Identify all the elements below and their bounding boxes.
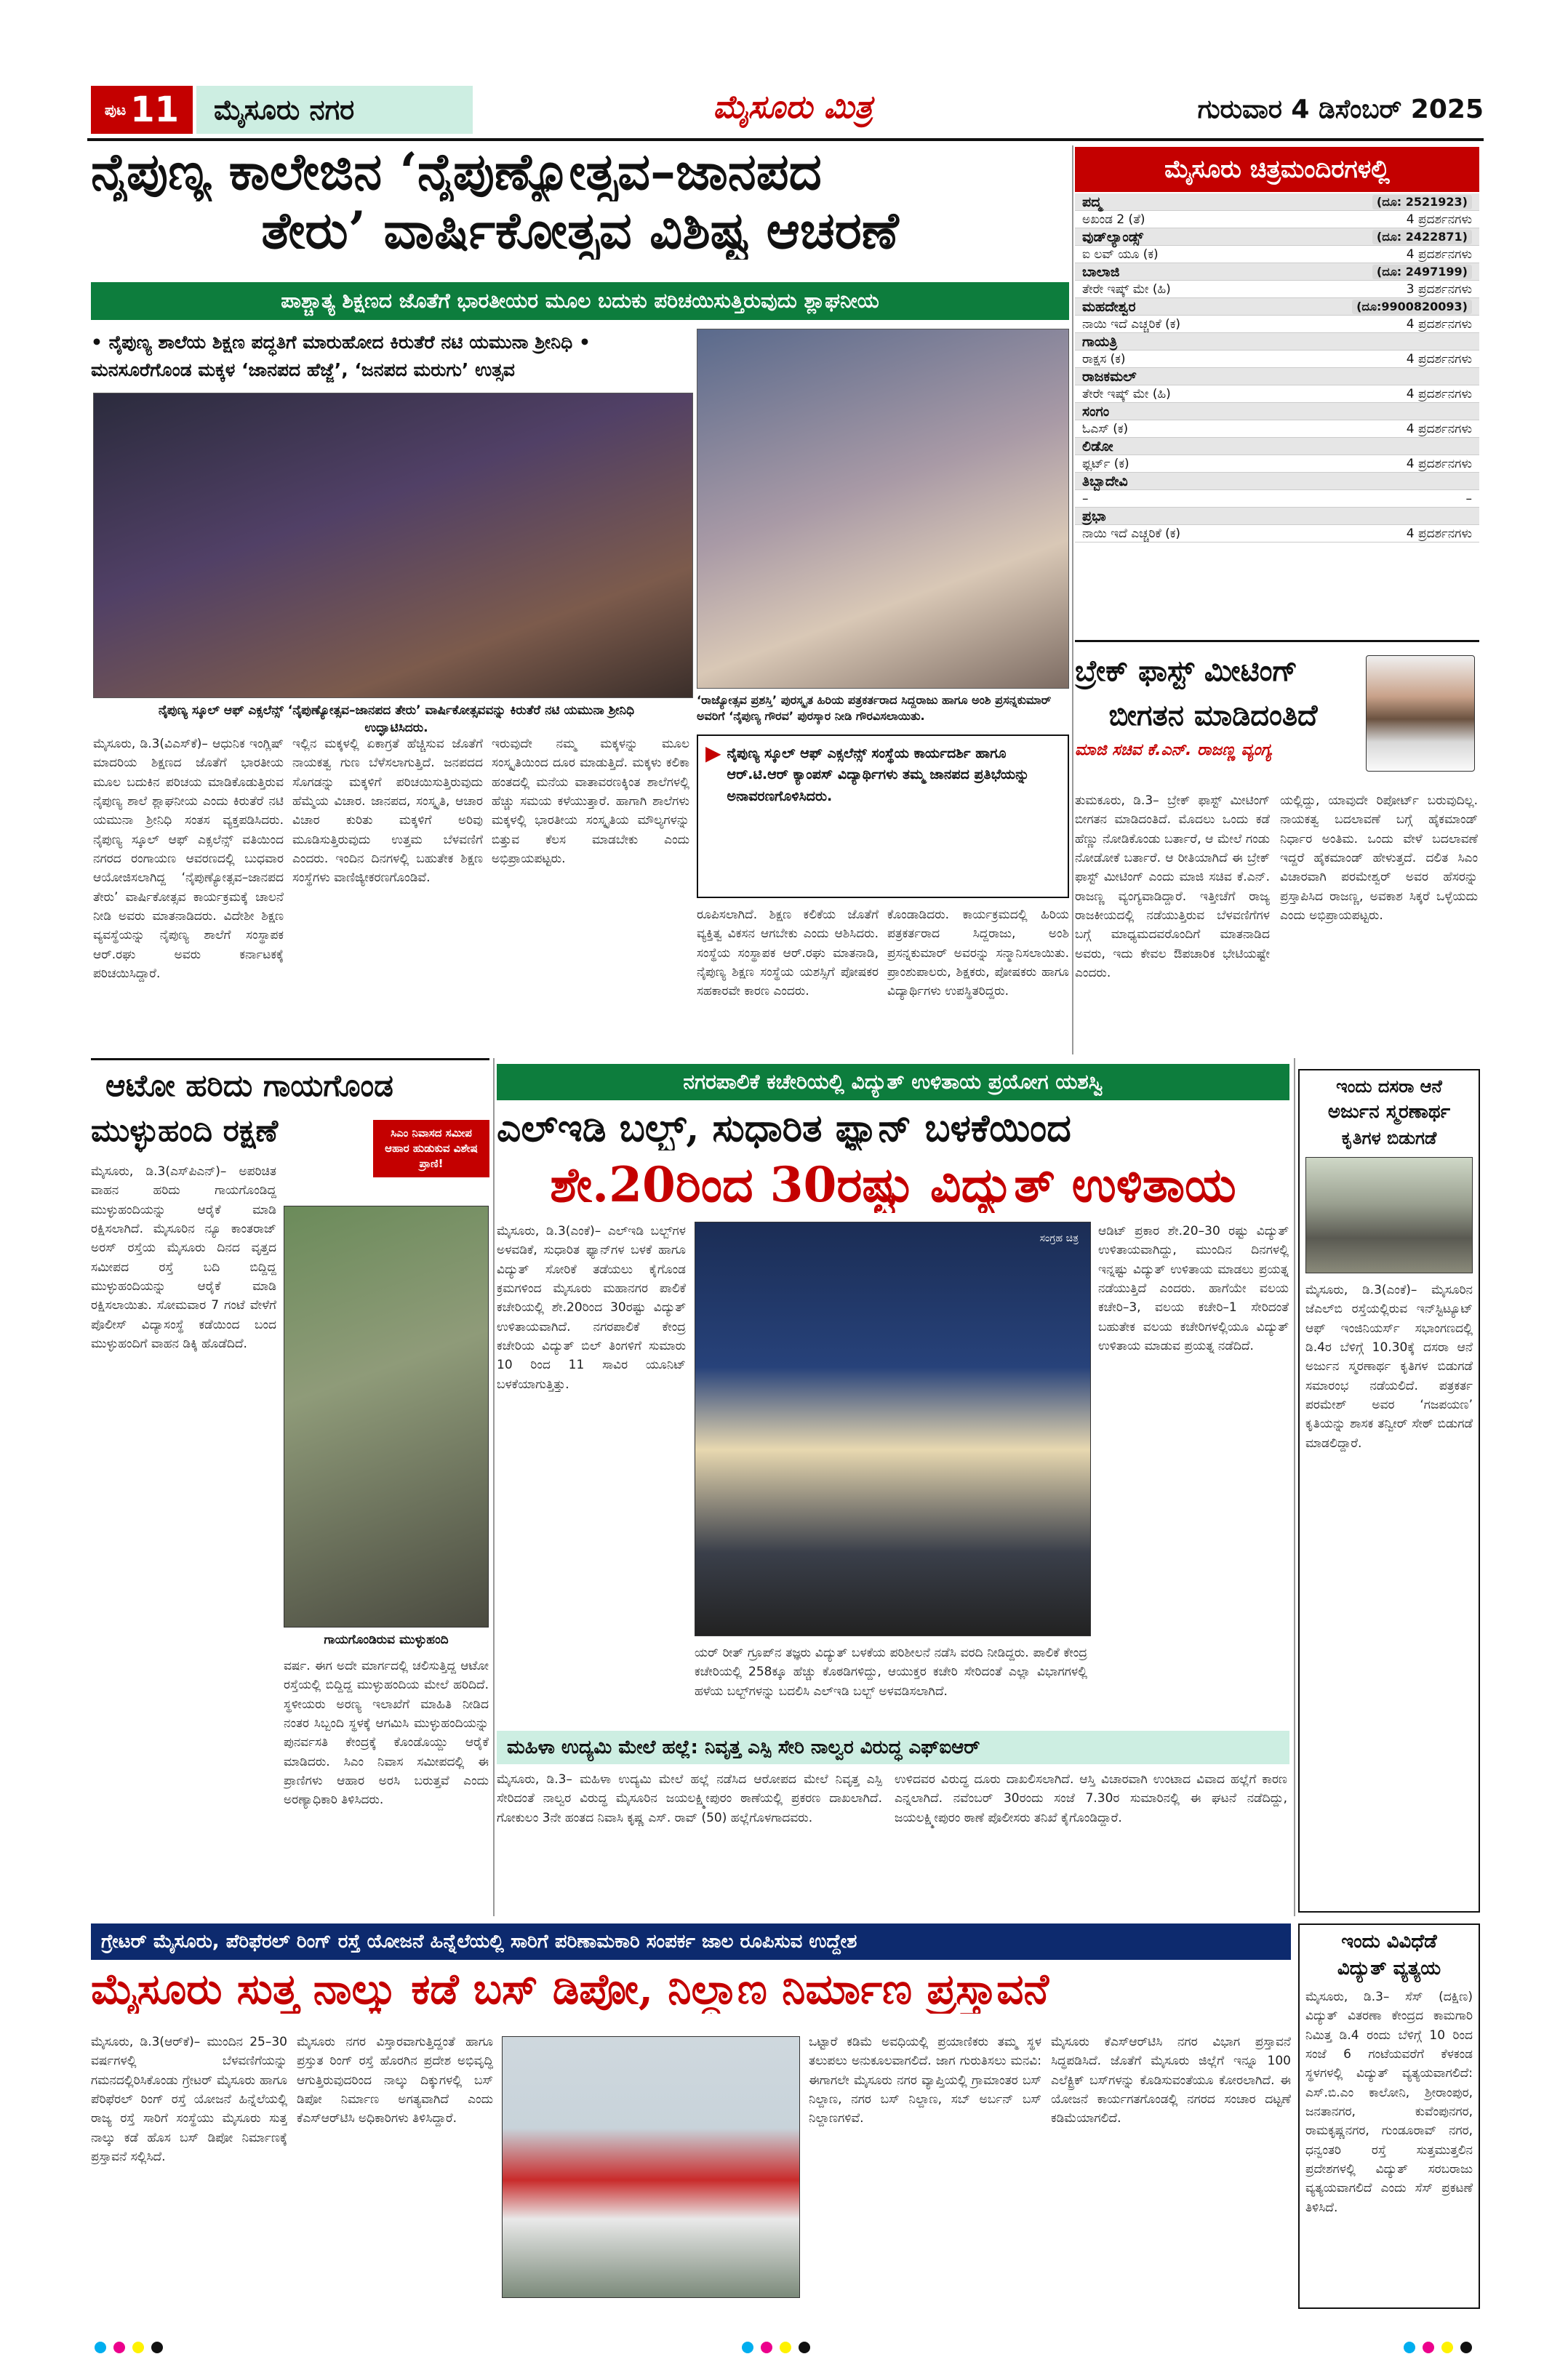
theater-phone: (ದೂ: 2521923) [1372,195,1472,209]
film-title: ತೇರೇ ಇಷ್ಕ್ ಮೇ (ಹಿ) [1082,281,1171,297]
elephant-headline-line1: ಇಂದು ದಸರಾ ಆನೆ [1336,1076,1442,1097]
column-rule [1072,145,1073,1054]
registration-marks-right [1404,2342,1472,2353]
show-count: 4 ಪ್ರದರ್ಶನಗಳು [1406,247,1472,262]
theater-name-row [1075,473,1479,490]
protest-col1: ಮೈಸೂರು, ಡಿ.3– ಮಹಿಳಾ ಉದ್ಯಮಿ ಮೇಲೆ ಹಲ್ಲೆ ನಡೆಸಿದ ಆರೋಪದ ಮೇಲೆ ನಿವೃತ್ತ ಎಸ್ಪಿ ಸೇರಿದಂತೆ ನಾಲ್ವರ ವಿರುದ್ಧ ಮೈಸೂರಿನ ಜಯಲಕ್ಷ್ಮೀಪುರಂ ಠಾಣೆಯಲ್ಲಿ ಪ್ರಕರಣ ದಾಖಲಾಗಿದೆ. ಗೋಕುಲಂ 3ನೇ ಹಂತದ ನಿವಾಸಿ ಕೃಷ್ಣ ಎಸ್. ರಾವ್ (50) ಹಲ್ಲೆಗೊಳಗಾದವರು. [497,1772,882,1825]
show-count: 4 ಪ್ರದರ್ಶನಗಳು [1406,212,1472,227]
theater-name: ಸಂಗಂ [1082,403,1110,420]
theater-listing [1075,193,1479,543]
satire-col2: ಯಲ್ಲಿದ್ದು, ಯಾವುದೇ ರಿಪೋರ್ಟ್ ಬರುವುದಿಲ್ಲ. ನಾಯಕತ್ವ ಬದಲಾವಣೆ ಬಗ್ಗೆ ಹೈಕಮಾಂಡ್ ನಿರ್ಧಾರ ಅಂತಿಮ. ಒಂದು ವೇಳೆ ಬದಲಾವಣೆ ಇದ್ದರೆ ಹೈಕಮಾಂಡ್ ಹೇಳುತ್ತದೆ. ದಲಿತ ಸಿಎಂ ವಿಚಾರವಾಗಿ ಪರಮೇಶ್ವರ್ ಅವರ ಹೆಸರನ್ನು ಪ್ರಸ್ತಾಪಿಸಿದ ರಾಜಣ್ಣ, ಅವಕಾಶ ಸಿಕ್ಕರೆ ಒಳ್ಳೆಯದು ಎಂದು ಅಭಿಪ್ರಾಯಪಟ್ಟರು. [1280,793,1478,924]
theater-show-row [1075,420,1479,438]
theater-name: ಮಹದೇಶ್ವರ [1082,298,1136,315]
satire-byline: ಮಾಜಿ ಸಚಿವ ಕೆ.ಎನ್. ರಾಜಣ್ಣ ವ್ಯಂಗ್ಯ [1075,741,1272,759]
theater-name: ಪ್ರಭಾ [1082,508,1106,524]
show-count: 3 ಪ್ರದರ್ಶನಗಳು [1406,281,1472,297]
theater-name-row [1075,333,1479,351]
elephant-photo [1305,1157,1473,1273]
story1-headline [91,143,1069,260]
theater-show-row [1075,351,1479,368]
theater-name: ಬಾಲಾಜಿ [1082,263,1120,280]
theater-name-row [1075,298,1479,316]
satire-box [1075,640,1479,1051]
theater-phone: (ದೂ:9900820093) [1352,300,1472,314]
auto-col2: ವರ್ಷ. ಈಗ ಅದೇ ಮಾರ್ಗದಲ್ಲಿ ಚಲಿಸುತ್ತಿದ್ದ ಆಟೋ ರಸ್ತೆಯಲ್ಲಿ ಬಿದ್ದಿದ್ದ ಮುಳ್ಳುಹಂದಿಯ ಮೇಲೆ ಹರಿದಿದೆ. ಸ್ಥಳೀಯರು ಅರಣ್ಯ ಇಲಾಖೆಗೆ ಮಾಹಿತಿ ನೀಡಿದ ನಂತರ ಸಿಬ್ಬಂದಿ ಸ್ಥಳಕ್ಕೆ ಆಗಮಿಸಿ ಮುಳ್ಳುಹಂದಿಯನ್ನು ಪುನರ್ವಸತಿ ಕೇಂದ್ರಕ್ಕೆ ಕೊಂಡೊಯ್ದು ಆರೈಕೆ ಮಾಡಿದರು. ಸಿಎಂ ನಿವಾಸ ಸಮೀಪದಲ್ಲಿ ಈ ಪ್ರಾಣಿಗಳು ಆಹಾರ ಅರಸಿ ಬರುತ್ತವೆ ಎಂದು ಅರಣ್ಯಾಧಿಕಾರಿ ತಿಳಿಸಿದರು. [284,1659,489,1808]
theater-show-row [1075,490,1479,508]
page-number-badge [91,86,193,134]
theater-name: ತಿಬ್ಬಾದೇವಿ [1082,473,1128,489]
film-title: ನಾಯಿ ಇದೆ ಎಚ್ಚರಿಕೆ (ಕ) [1082,526,1181,541]
film-title: ಓಎಸ್ (ಕ) [1082,421,1129,436]
story1-inset [697,734,1069,898]
story1-inset-text: ನೈಪುಣ್ಯ ಸ್ಕೂಲ್ ಆಫ್ ಎಕ್ಸಲೆನ್ಸ್ ಸಂಸ್ಥೆಯ ಕಾರ್ಯದರ್ಶಿ ಹಾಗೂ ಆರ್.ಟಿ.ಆರ್ ಕ್ಯಾಂಪಸ್ ವಿದ್ಯಾರ್ಥಿಗಳು ತಮ್ಮ ಜಾನಪದ ಪ್ರತಿಭೆಯನ್ನು ಅನಾವರಣಗೊಳಿಸಿದರು. [727,745,1030,804]
theater-name-row [1075,508,1479,525]
column-rule [493,1058,495,1916]
power-cut-headline-line1: ಇಂದು ವಿವಿಧೆಡೆ [1341,1931,1437,1953]
auto-col1: ಮೈಸೂರು, ಡಿ.3(ಎಸ್‌ಪಿಎನ್)– ಅಪರಿಚಿತ ವಾಹನ ಹರಿದು ಗಾಯಗೊಂಡಿದ್ದ ಮುಳ್ಳುಹಂದಿಯನ್ನು ಆರೈಕೆ ಮಾಡಿ ರಕ್ಷಿಸಲಾಗಿದೆ. ಮೈಸೂರಿನ ನ್ಯೂ ಕಾಂತರಾಜ್ ಅರಸ್ ರಸ್ತೆಯ ಮೈಸೂರು ದಿನದ ವೃತ್ತದ ಸಮೀಪದ ರಸ್ತೆ ಬದಿ ಬಿದ್ದಿದ್ದ ಮುಳ್ಳುಹಂದಿಯನ್ನು ಆರೈಕೆ ಮಾಡಿ ರಕ್ಷಿಸಲಾಯಿತು. ಸೋಮವಾರ 7 ಗಂಟೆ ವೇಳೆಗೆ ಪೊಲೀಸ್ ವಿದ್ಯಾಸಂಸ್ಥೆ ಕಡೆಯಿಂದ ಬಂದ ಮುಳ್ಳುಹಂದಿಗೆ ವಾಹನ ಡಿಕ್ಕಿ ಹೊಡೆದಿದೆ. [91,1164,276,1352]
film-title: ಅಖಂಡ 2 (ತೆ) [1082,212,1145,227]
story1-photo-award [697,329,1069,689]
led-kicker: ನಗರಪಾಲಿಕೆ ಕಚೇರಿಯಲ್ಲಿ ವಿದ್ಯುತ್ ಉಳಿತಾಯ ಪ್ರಯೋಗ ಯಶಸ್ವಿ [497,1064,1289,1100]
column-rule [1294,1058,1295,1916]
masthead-logo: ಮೈಸೂರು ಮಿತ್ರ [713,88,873,126]
satire-title-line2: ಬೀಗತನ ಮಾಡಿದಂತಿದೆ [1108,698,1318,732]
bus-kicker: ಗ್ರೇಟರ್ ಮೈಸೂರು, ಪೆರಿಫೆರಲ್ ರಿಂಗ್ ರಸ್ತೆ ಯೋಜನೆ ಹಿನ್ನೆಲೆಯಲ್ಲಿ ಸಾರಿಗೆ ಪರಿಣಾಮಕಾರಿ ಸಂಪರ್ಕ ಜಾಲ ರೂಪಿಸುವ ಉದ್ದೇಶ [91,1923,1291,1960]
story1-col5: ಕೊಂಡಾಡಿದರು. ಕಾರ್ಯಕ್ರಮದಲ್ಲಿ ಹಿರಿಯ ಪತ್ರಕರ್ತರಾದ ಸಿದ್ದರಾಜು, ಅಂಶಿ ಪ್ರಸನ್ನಕುಮಾರ್ ಅವರನ್ನು ಸನ್ಮಾನಿಸಲಾಯಿತು. ಪ್ರಾಂಶುಪಾಲರು, ಶಿಕ್ಷಕರು, ಪೋಷಕರು ಹಾಗೂ ವಿದ್ಯಾರ್ಥಿಗಳು ಉಪಸ್ಥಿತರಿದ್ದರು. [887,908,1069,999]
theater-name: ವುಡ್‌ಲ್ಯಾಂಡ್ಸ್ [1082,228,1143,245]
theater-show-row [1075,281,1479,298]
protest-kicker: ಮಹಿಳಾ ಉದ್ಯಮಿ ಮೇಲೆ ಹಲ್ಲೆ: ನಿವೃತ್ತ ಎಸ್ಪಿ ಸೇರಿ ನಾಲ್ವರ ವಿರುದ್ಧ ಎಫ್‌ಐಆರ್ [497,1731,1289,1764]
satire-title-line1: ಬ್ರೇಕ್ ಫಾಸ್ಟ್ ಮೀಟಿಂಗ್ [1075,654,1298,688]
theater-name: ಗಾಯತ್ರಿ [1082,333,1118,350]
satire-col1: ತುಮಕೂರು, ಡಿ.3– ಬ್ರೇಕ್ ಫಾಸ್ಟ್ ಮೀಟಿಂಗ್ ಬೀಗತನ ಮಾಡಿದಂತಿದೆ. ಮೊದಲು ಒಂದು ಕಡೆ ಹೆಣ್ಣು ನೋಡಿಕೊಂಡು ಬರ್ತಾರೆ, ಆ ಮೇಲೆ ಗಂಡು ನೋಡೋಕೆ ಬರ್ತಾರೆ. ಆ ರೀತಿಯಾಗಿದೆ ಈ ಬ್ರೇಕ್ ಫಾಸ್ಟ್ ಮೀಟಿಂಗ್ ಎಂದು ಮಾಜಿ ಸಚಿವ ಕೆ.ಎನ್. ರಾಜಣ್ಣ ವ್ಯಂಗ್ಯವಾಡಿದ್ದಾರೆ. ಇತ್ತೀಚೆಗೆ ರಾಜ್ಯ ರಾಜಕೀಯದಲ್ಲಿ ನಡೆಯುತ್ತಿರುವ ಬೆಳವಣಿಗೆಗಳ ಬಗ್ಗೆ ಮಾಧ್ಯಮದವರೊಂದಿಗೆ ಮಾತನಾಡಿದ ಅವರು, ಇದು ಕೇವಲ ಔಪಚಾರಿಕ ಭೇಟಿಯಷ್ಟೇ ಎಂದರು. [1075,793,1270,981]
elephant-headline-line3: ಕೃತಿಗಳ ಬಿಡುಗಡೆ [1341,1128,1437,1148]
registration-marks-left [95,2342,163,2353]
author-portrait [1366,655,1475,772]
arrow-icon: ▶ [705,741,721,765]
show-count: 4 ಪ್ರದರ್ಶನಗಳು [1406,421,1472,436]
theater-phone: (ದೂ: 2422871) [1372,230,1472,244]
show-count: 4 ಪ್ರದರ್ಶನಗಳು [1406,351,1472,367]
story1-col3: ಇರುವುದೇ ನಮ್ಮ ಮಕ್ಕಳನ್ನು ಮೂಲ ಸಂಸ್ಕೃತಿಯಿಂದ ದೂರ ಮಾಡುತ್ತಿದೆ. ಮಕ್ಕಳು ಕಲಿಕಾ ಹಂತದಲ್ಲಿ ಮನೆಯ ವಾತಾವರಣಕ್ಕಿಂತ ಶಾಲೆಗಳಲ್ಲಿ ಹೆಚ್ಚು ಸಮಯ ಕಳೆಯುತ್ತಾರೆ. ಹಾಗಾಗಿ ಶಾಲೆಗಳು ಮಕ್ಕಳಲ್ಲಿ ಭಾರತೀಯ ಸಂಸ್ಕೃತಿಯ ಮೌಲ್ಯಗಳನ್ನು ಬಿತ್ತುವ ಕೆಲಸ ಮಾಡಬೇಕು ಎಂದು ಅಭಿಪ್ರಾಯಪಟ್ಟರು. [492,737,689,867]
auto-headline-line1: ಆಟೋ ಹರಿದು ಗಾಯಗೊಂಡ [105,1068,393,1103]
theater-show-row [1075,211,1479,228]
masthead-rule [87,138,1484,141]
bus-col2: ಮೈಸೂರು ನಗರ ವಿಸ್ತಾರವಾಗುತ್ತಿದ್ದಂತೆ ಹಾಗೂ ಪ್ರಸ್ತುತ ರಿಂಗ್ ರಸ್ತೆ ಹೊರಗಿನ ಪ್ರದೇಶ ಅಭಿವೃದ್ಧಿ ಆಗುತ್ತಿರುವುದರಿಂದ ನಾಲ್ಕು ದಿಕ್ಕುಗಳಲ್ಲಿ ಬಸ್ ಡಿಪೋ ನಿರ್ಮಾಣ ಅಗತ್ಯವಾಗಿದೆ ಎಂದು ಕೆಎಸ್‌ಆರ್‌ಟಿಸಿ ಅಧಿಕಾರಿಗಳು ತಿಳಿಸಿದ್ದಾರೆ. [297,2035,493,2126]
auto-headline-line2: ಮುಳ್ಳುಹಂದಿ ರಕ್ಷಣೆ [91,1113,279,1148]
bus-depot-photo [502,2036,800,2298]
film-title: ರಾಕ್ಷಸ (ಕ) [1082,351,1126,367]
theater-name: ಲಿಡೋ [1082,438,1113,455]
story1-col2: ಇಲ್ಲಿನ ಮಕ್ಕಳಲ್ಲಿ ಏಕಾಗ್ರತೆ ಹೆಚ್ಚಿಸುವ ಜೊತೆಗೆ ನಾಯಕತ್ವ ಗುಣ ಬೆಳೆಸಲಾಗುತ್ತಿದೆ. ಜನಪದದ ಸೊಗಡನ್ನು ಮಕ್ಕಳಿಗೆ ಪರಿಚಯಿಸುತ್ತಿರುವುದು ಹೆಮ್ಮೆಯ ವಿಚಾರ. ಜಾನಪದ, ಸಂಸ್ಕೃತಿ, ಆಚಾರ ವಿಚಾರ ಕುರಿತು ಮಕ್ಕಳಿಗೆ ಅರಿವು ಮೂಡಿಸುತ್ತಿರುವುದು ಉತ್ತಮ ಬೆಳವಣಿಗೆ ಎಂದರು. ಇಂದಿನ ದಿನಗಳಲ್ಲಿ ಬಹುತೇಕ ಶಿಕ್ಷಣ ಸಂಸ್ಥೆಗಳು ವಾಣಿಜ್ಯೀಕರಣಗೊಂಡಿವೆ. [292,737,483,886]
protest-col2: ಉಳಿದವರ ವಿರುದ್ಧ ದೂರು ದಾಖಲಿಸಲಾಗಿದೆ. ಆಸ್ತಿ ವಿಚಾರವಾಗಿ ಉಂಟಾದ ವಿವಾದ ಹಲ್ಲೆಗೆ ಕಾರಣ ಎನ್ನಲಾಗಿದೆ. ನವೆಂಬರ್ 30ರಂದು ಸಂಜೆ 7.30ರ ಸುಮಾರಿನಲ್ಲಿ ಈ ಘಟನೆ ನಡೆದಿದ್ದು, ಜಯಲಕ್ಷ್ಮೀಪುರಂ ಠಾಣೆ ಪೊಲೀಸರು ತನಿಖೆ ಕೈಗೊಂಡಿದ್ದಾರೆ. [895,1772,1287,1825]
show-count: 4 ಪ್ರದರ್ಶನಗಳು [1406,386,1472,401]
film-title: ನಾಯಿ ಇದೆ ಎಚ್ಚರಿಕೆ (ಕ) [1082,316,1181,332]
power-cut-headline-line2: ವಿದ್ಯುತ್ ವ್ಯತ್ಯಯ [1337,1958,1441,1979]
show-count: 4 ಪ್ರದರ್ಶನಗಳು [1406,456,1472,471]
show-count: – [1465,491,1472,506]
led-col3: ಆಡಿಟ್ ಪ್ರಕಾರ ಶೇ.20–30 ರಷ್ಟು ವಿದ್ಯುತ್ ಉಳಿತಾಯವಾಗಿದ್ದು, ಮುಂದಿನ ದಿನಗಳಲ್ಲಿ ಇನ್ನಷ್ಟು ವಿದ್ಯುತ್ ಉಳಿತಾಯ ಮಾಡಲು ಪ್ರಯತ್ನ ನಡೆಯುತ್ತಿದೆ ಎಂದರು. ಹಾಗೆಯೇ ವಲಯ ಕಚೇರಿ–3, ವಲಯ ಕಚೇರಿ–1 ಸೇರಿದಂತೆ ಬಹುತೇಕ ವಲಯ ಕಚೇರಿಗಳಲ್ಲಿಯೂ ವಿದ್ಯುತ್ ಉಳಿತಾಯ ಮಾಡುವ ಪ್ರಯತ್ನ ನಡೆದಿದೆ. [1098,1224,1289,1354]
section-name: ಮೈಸೂರು ನಗರ [196,86,473,134]
story1-col1: ಮೈಸೂರು, ಡಿ.3(ವಿಎಸ್‌ಕೆ)– ಆಧುನಿಕ ಇಂಗ್ಲಿಷ್ ಮಾದರಿಯ ಶಿಕ್ಷಣದ ಜೊತೆಗೆ ಭಾರತೀಯ ಮೂಲ ಬದುಕಿನ ಪರಿಚಯ ಮಾಡಿಕೊಡುತ್ತಿರುವ ನೈಪುಣ್ಯ ಶಾಲೆ ಶ್ಲಾಘನೀಯ ಎಂದು ಕಿರುತೆರೆ ನಟಿ ಯಮುನಾ ಶ್ರೀನಿಧಿ ಸಂತಸ ವ್ಯಕ್ತಪಡಿಸಿದರು. ನೈಪುಣ್ಯ ಸ್ಕೂಲ್ ಆಫ್ ಎಕ್ಸಲೆನ್ಸ್ ವತಿಯಿಂದ ನಗರದ ರಂಗಾಯಣ ಆವರಣದಲ್ಲಿ ಬುಧವಾರ ಆಯೋಜಿಸಲಾಗಿದ್ದ ‘ನೈಪುಣ್ಯೋತ್ಸವ–ಜಾನಪದ ತೇರು’ ವಾರ್ಷಿಕೋತ್ಸವ ಕಾರ್ಯಕ್ರಮಕ್ಕೆ ಚಾಲನೆ ನೀಡಿ ಅವರು ಮಾತನಾಡಿದರು. ವಿದೇಶೀ ಶಿಕ್ಷಣ ವ್ಯವಸ್ಥೆಯನ್ನು ನೈಪುಣ್ಯ ಶಾಲೆಗೆ ಸಂಸ್ಥಾಪಕ ಆರ್.ರಘು ಅವರು ಕರ್ನಾಟಕಕ್ಕೆ ಪರಿಚಯಿಸಿದ್ದಾರೆ. [93,737,284,982]
film-title: ಐ ಲವ್ ಯೂ (ಕ) [1082,247,1159,262]
story1-photo1-caption: ನೈಪುಣ್ಯ ಸ್ಕೂಲ್ ಆಫ್ ಎಕ್ಸಲೆನ್ಸ್ ‘ನೈಪುಣ್ಯೋತ್ಸವ–ಜಾನಪದ ತೇರು’ ವಾರ್ಷಿಕೋತ್ಸವವನ್ನು ಕಿರುತೆರೆ ನಟಿ ಯಮುನಾ ಶ್ರೀನಿಧಿ ಉದ್ಘಾಟಿಸಿದರು. [158,703,635,735]
film-title: ಫ್ಲರ್ಟ್ (ಕ) [1082,456,1129,471]
story1-headline-line2: ತೇರು’ ವಾರ್ಷಿಕೋತ್ಸವ ವಿಶಿಷ್ಟ ಆಚರಣೆ [261,201,899,260]
power-cut-body: ಮೈಸೂರು, ಡಿ.3– ಸೆಸ್ (ದಕ್ಷಿಣ) ವಿದ್ಯುತ್ ವಿತರಣಾ ಕೇಂದ್ರದ ಕಾಮಗಾರಿ ನಿಮಿತ್ತ ಡಿ.4 ರಂದು ಬೆಳಿಗ್ಗೆ 10 ರಿಂದ ಸಂಜೆ 6 ಗಂಟೆಯವರೆಗೆ ಕೆಳಕಂಡ ಸ್ಥಳಗಳಲ್ಲಿ ವಿದ್ಯುತ್ ವ್ಯತ್ಯಯವಾಗಲಿದೆ: ಎಸ್.ಬಿ.ಎಂ ಕಾಲೋನಿ, ಶ್ರೀರಾಂಪುರ, ಜನತಾನಗರ, ಕುವೆಂಪುನಗರ, ರಾಮಕೃಷ್ಣನಗರ, ಗುಂಡೂರಾವ್ ನಗರ, ಧನ್ವಂತರಿ ರಸ್ತೆ ಸುತ್ತಮುತ್ತಲಿನ ಪ್ರದೇಶಗಳಲ್ಲಿ ವಿದ್ಯುತ್ ಸರಬರಾಜು ವ್ಯತ್ಯಯವಾಗಲಿದೆ ಎಂದು ಸೆಸ್ ಪ್ರಕಟಣೆ ತಿಳಿಸಿದೆ. [1305,1990,1473,2215]
led-col1: ಮೈಸೂರು, ಡಿ.3(ಎಂಕೆ)– ಎಲ್‌ಇಡಿ ಬಲ್ಬ್‌ಗಳ ಅಳವಡಿಕೆ, ಸುಧಾರಿತ ಫ್ಯಾನ್‌ಗಳ ಬಳಕೆ ಹಾಗೂ ವಿದ್ಯುತ್ ಸೋರಿಕೆ ತಡೆಯಲು ಕೈಗೊಂಡ ಕ್ರಮಗಳಿಂದ ಮೈಸೂರು ಮಹಾನಗರ ಪಾಲಿಕೆ ಕಚೇರಿಯಲ್ಲಿ ಶೇ.20ರಿಂದ 30ರಷ್ಟು ವಿದ್ಯುತ್ ಉಳಿತಾಯವಾಗಿದೆ. ನಗರಪಾಲಿಕೆ ಕೇಂದ್ರ ಕಚೇರಿಯ ವಿದ್ಯುತ್ ಬಿಲ್ ತಿಂಗಳಿಗೆ ಸುಮಾರು 10 ರಿಂದ 11 ಸಾವಿರ ಯೂನಿಟ್ ಬಳಕೆಯಾಗುತ್ತಿತ್ತು. [497,1224,686,1392]
theater-name-row [1075,263,1479,281]
led-headline-line2: ಶೇ.20ರಿಂದ 30ರಷ್ಟು ವಿದ್ಯುತ್ ಉಳಿತಾಯ [550,1158,1236,1213]
theater-name: ಪದ್ಮ [1082,193,1103,210]
bus-col4: ಮೈಸೂರು ಕೆಎಸ್‌ಆರ್‌ಟಿಸಿ ನಗರ ವಿಭಾಗ ಪ್ರಸ್ತಾವನೆ ಸಿದ್ಧಪಡಿಸಿದೆ. ಜೊತೆಗೆ ಮೈಸೂರು ಜಿಲ್ಲೆಗೆ ಇನ್ನೂ 100 ಎಲೆಕ್ಟ್ರಿಕ್ ಬಸ್‌ಗಳನ್ನು ಕೊಡಿಸುವಂತೆಯೂ ಕೋರಲಾಗಿದೆ. ಈ ಯೋಜನೆ ಕಾರ್ಯಗತಗೊಂಡಲ್ಲಿ ನಗರದ ಸಂಚಾರ ದಟ್ಟಣೆ ಕಡಿಮೆಯಾಗಲಿದೆ. [1051,2035,1291,2126]
theater-show-row [1075,525,1479,543]
theater-name-row [1075,368,1479,385]
theater-name-row [1075,193,1479,211]
photo-credit: ಸಂಗ್ರಹ ಚಿತ್ರ [1039,1233,1079,1244]
story1-col4: ರೂಪಿಸಲಾಗಿದೆ. ಶಿಕ್ಷಣ ಕಲಿಕೆಯ ಜೊತೆಗೆ ವ್ಯಕ್ತಿತ್ವ ವಿಕಸನ ಆಗಬೇಕು ಎಂದು ಆಶಿಸಿದರು. ಸಂಸ್ಥೆಯ ಸಂಸ್ಥಾಪಕ ಆರ್.ರಘು ಮಾತನಾಡಿ, ನೈಪುಣ್ಯ ಶಿಕ್ಷಣ ಸಂಸ್ಥೆಯ ಯಶಸ್ಸಿಗೆ ಪೋಷಕರ ಸಹಕಾರವೇ ಕಾರಣ ಎಂದರು. [697,908,879,999]
story1-bullets: • ನೈಪುಣ್ಯ ಶಾಲೆಯ ಶಿಕ್ಷಣ ಪದ್ಧತಿಗೆ ಮಾರುಹೋದ ಕಿರುತೆರೆ ನಟಿ ಯಮುನಾ ಶ್ರೀನಿಧಿ • ಮನಸೂರೆಗೊಂಡ ಮಕ್ಕಳ ‘ಜಾನಪದ ಹೆಜ್ಜೆ’, ‘ಜನಪದ ಮರುಗು’ ಉತ್ಸವ [91,332,591,380]
theater-show-row [1075,246,1479,263]
city-corporation-building-photo [695,1222,1091,1636]
story1-headline-line1: ನೈಪುಣ್ಯ ಕಾಲೇಜಿನ ‘ನೈಪುಣ್ಯೋತ್ಸವ–ಜಾನಪದ [91,143,822,201]
theater-show-row [1075,316,1479,333]
page-number: 11 [130,89,180,130]
theater-name-row [1075,438,1479,455]
bus-headline: ಮೈಸೂರು ಸುತ್ತ ನಾಲ್ಕು ಕಡೆ ಬಸ್ ಡಿಪೋ, ನಿಲ್ದಾಣ ನಿರ್ಮಾಣ ಪ್ರಸ್ತಾವನೆ [91,1965,1049,2014]
theater-show-row [1075,385,1479,403]
theater-name-row [1075,228,1479,246]
elephant-box [1298,1069,1480,1913]
bus-col1: ಮೈಸೂರು, ಡಿ.3(ಆರ್‌ಕೆ)– ಮುಂದಿನ 25–30 ವರ್ಷಗಳಲ್ಲಿ ಬೆಳವಣಿಗೆಯನ್ನು ಗಮನದಲ್ಲಿರಿಸಿಕೊಂಡು ಗ್ರೇಟರ್ ಮೈಸೂರು ಹಾಗೂ ಪೆರಿಫೆರಲ್ ರಿಂಗ್ ರಸ್ತೆ ಯೋಜನೆ ಹಿನ್ನೆಲೆಯಲ್ಲಿ ರಾಜ್ಯ ರಸ್ತೆ ಸಾರಿಗೆ ಸಂಸ್ಥೆಯು ಮೈಸೂರು ಸುತ್ತ ನಾಲ್ಕು ಕಡೆ ಹೊಸ ಬಸ್ ಡಿಪೋ ನಿರ್ಮಾಣಕ್ಕೆ ಪ್ರಸ್ತಾವನೆ ಸಲ್ಲಿಸಿದೆ. [91,2035,287,2165]
story1-photo2-caption: ‘ರಾಜ್ಯೋತ್ಸವ ಪ್ರಶಸ್ತಿ’ ಪುರಸ್ಕೃತ ಹಿರಿಯ ಪತ್ರಕರ್ತರಾದ ಸಿದ್ದರಾಜು ಹಾಗೂ ಅಂಶಿ ಪ್ರಸನ್ನಕುಮಾರ್ ಅವರಿಗೆ ‘ನೈಪುಣ್ಯ ಗೌರವ’ ಪುರಸ್ಕಾರ ನೀಡಿ ಗೌರವಿಸಲಾಯಿತು. [697,693,1052,724]
show-count: 4 ಪ್ರದರ್ಶನಗಳು [1406,526,1472,541]
theater-show-row [1075,455,1479,473]
led-col2: ಯರ್ ರೀತ್ ಗ್ರೂಪ್‌ನ ತಜ್ಞರು ವಿದ್ಯುತ್ ಬಳಕೆಯ ಪರಿಶೀಲನೆ ನಡೆಸಿ ವರದಿ ನೀಡಿದ್ದರು. ಪಾಲಿಕೆ ಕೇಂದ್ರ ಕಚೇರಿಯಲ್ಲಿ 258ಕ್ಕೂ ಹೆಚ್ಚು ಕೊಠಡಿಗಳಿದ್ದು, ಆಯುಕ್ತರ ಕಚೇರಿ ಸೇರಿದಂತೆ ಎಲ್ಲಾ ವಿಭಾಗಗಳಲ್ಲಿ ಹಳೆಯ ಬಲ್ಬ್‌ಗಳನ್ನು ಬದಲಿಸಿ ಎಲ್‌ಇಡಿ ಬಲ್ಬ್ ಅಳವಡಿಸಲಾಗಿದೆ. [695,1646,1087,1699]
story1-photo-inauguration [93,393,693,698]
auto-story-box [91,1058,489,1920]
theater-name-row [1075,403,1479,420]
elephant-body: ಮೈಸೂರು, ಡಿ.3(ಎಂಕೆ)– ಮೈಸೂರಿನ ಜೆಎಲ್‌ಬಿ ರಸ್ತೆಯಲ್ಲಿರುವ ಇನ್‌ಸ್ಟಿಟ್ಯೂಟ್ ಆಫ್ ಇಂಜಿನಿಯರ್ಸ್ ಸಭಾಂಗಣದಲ್ಲಿ ಡಿ.4ರ ಬೆಳಿಗ್ಗೆ 10.30ಕ್ಕೆ ದಸರಾ ಆನೆ ಅರ್ಜುನ ಸ್ಮರಣಾರ್ಥ ಕೃತಿಗಳ ಬಿಡುಗಡೆ ಸಮಾರಂಭ ನಡೆಯಲಿದೆ. ಪತ್ರಕರ್ತ ಪರಮೇಶ್ ಅವರ ‘ಗಜಪಯಣ’ ಕೃತಿಯನ್ನು ಶಾಸಕ ತನ್ವೀರ್ ಸೇಠ್ ಬಿಡುಗಡೆ ಮಾಡಲಿದ್ದಾರೆ. [1305,1283,1473,1451]
porcupine-photo [284,1206,489,1628]
power-cut-box [1298,1923,1480,2309]
story1-deck: ಪಾಶ್ಚಾತ್ಯ ಶಿಕ್ಷಣದ ಜೊತೆಗೆ ಭಾರತೀಯರ ಮೂಲ ಬದುಕು ಪರಿಚಯಿಸುತ್ತಿರುವುದು ಶ್ಲಾಘನೀಯ [91,282,1069,320]
auto-tag: ಸಿಎಂ ನಿವಾಸದ ಸಮೀಪ ಆಹಾರ ಹುಡುಕುವ ವಿಶೇಷ ಪ್ರಾಣಿ! [373,1120,489,1177]
theater-listing-heading: ಮೈಸೂರು ಚಿತ್ರಮಂದಿರಗಳಲ್ಲಿ [1075,147,1479,192]
film-title: ತೇರೇ ಇಷ್ಕ್ ಮೇ (ಹಿ) [1082,386,1171,401]
elephant-headline-line2: ಅರ್ಜುನ ಸ್ಮರಣಾರ್ಥ [1327,1101,1451,1123]
theater-phone: (ದೂ: 2497199) [1372,265,1472,279]
registration-marks-center [742,2342,810,2353]
led-headline-line1: ಎಲ್‌ಇಡಿ ಬಲ್ಬ್, ಸುಧಾರಿತ ಫ್ಯಾನ್ ಬಳಕೆಯಿಂದ [497,1107,1071,1150]
film-title: – [1082,491,1089,506]
page-label: ಪುಟ [104,101,127,119]
show-count: 4 ಪ್ರದರ್ಶನಗಳು [1406,316,1472,332]
bus-col3: ಒಟ್ಟಾರೆ ಕಡಿಮೆ ಅವಧಿಯಲ್ಲಿ ಪ್ರಯಾಣಿಕರು ತಮ್ಮ ಸ್ಥಳ ತಲುಪಲು ಅನುಕೂಲವಾಗಲಿದೆ. ಜಾಗ ಗುರುತಿಸಲು ಮನವಿ: ಈಗಾಗಲೇ ಮೈಸೂರು ನಗರ ವ್ಯಾಪ್ತಿಯಲ್ಲಿ ಗ್ರಾಮಾಂತರ ಬಸ್ ನಿಲ್ದಾಣ, ನಗರ ಬಸ್ ನಿಲ್ದಾಣ, ಸಬ್ ಅರ್ಬನ್ ಬಸ್ ನಿಲ್ದಾಣಗಳಿವೆ. [809,2035,1041,2126]
porcupine-caption: ಗಾಯಗೊಂಡಿರುವ ಮುಳ್ಳುಹಂದಿ [324,1633,449,1647]
dateline: ಗುರುವಾರ 4 ಡಿಸೆಂಬರ್ 2025 [1197,95,1484,124]
theater-name: ರಾಜಕಮಲ್ [1082,368,1137,385]
